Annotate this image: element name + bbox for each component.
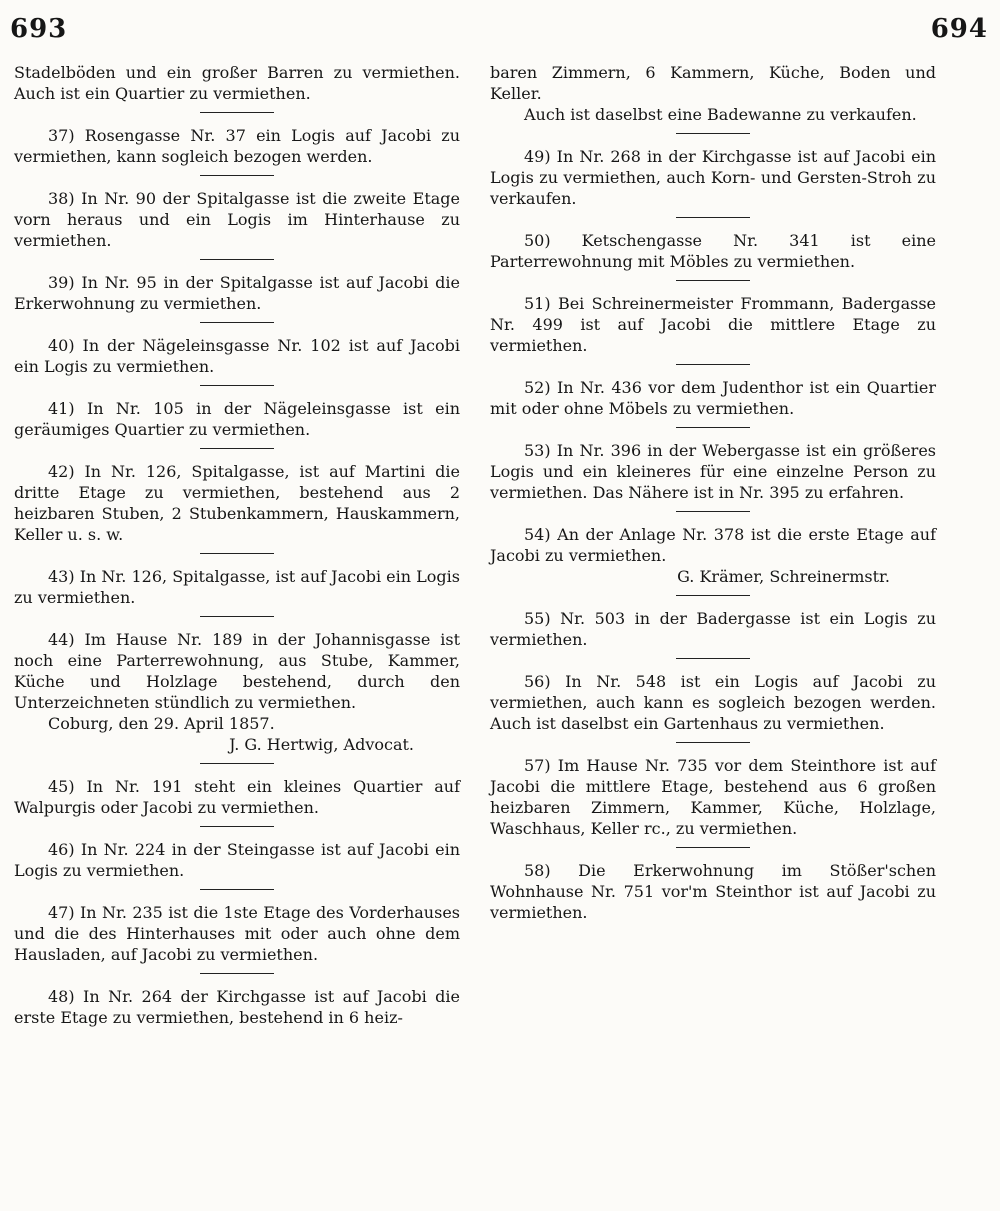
notice-paragraph: 39) In Nr. 95 in der Spitalgasse ist auf Jacobi die Erkerwohnung zu vermiethen.	[14, 273, 460, 313]
page-number-right: 694	[930, 14, 988, 44]
section-divider	[200, 448, 274, 449]
notice-paragraph: 41) In Nr. 105 in der Nägeleinsgasse ist ein geräumiges Quartier zu vermiethen.	[14, 399, 460, 439]
notice-paragraph: 46) In Nr. 224 in der Steingasse ist auf Jacobi ein Logis zu vermiethen.	[14, 840, 460, 880]
notice-paragraph: 38) In Nr. 90 der Spitalgasse ist die zweite Etage vorn heraus und ein Logis im Hinterhause zu vermiethen.	[14, 189, 460, 250]
notice-paragraph: 43) In Nr. 126, Spitalgasse, ist auf Jacobi ein Logis zu vermiethen.	[14, 567, 460, 607]
section-divider	[200, 385, 274, 386]
notice-paragraph: 49) In Nr. 268 in der Kirchgasse ist auf Jacobi ein Logis zu vermiethen, auch Korn- und Gersten-Stroh zu verkaufen.	[490, 147, 936, 208]
section-divider	[676, 511, 750, 512]
section-divider	[200, 553, 274, 554]
section-divider	[676, 133, 750, 134]
text-line: baren Zimmern, 6 Kammern, Küche, Boden und Keller.	[490, 63, 936, 103]
section-divider	[200, 763, 274, 764]
signature-line: G. Krämer, Schreinermstr.	[677, 567, 890, 586]
notice-paragraph: 57) Im Hause Nr. 735 vor dem Steinthore ist auf Jacobi die mittlere Etage, bestehend aus 6 großen heizbaren Zimmern, Kammer, Küche, Holzlage, Waschhaus, Keller rc., zu vermiethen.	[490, 756, 936, 838]
notice-paragraph: 42) In Nr. 126, Spitalgasse, ist auf Martini die dritte Etage zu vermiethen, bestehend aus 2 heizbaren Stuben, 2 Stubenkammern, Hauskammern, Keller u. s. w.	[14, 462, 460, 544]
notice-paragraph: 53) In Nr. 396 in der Webergasse ist ein größeres Logis und ein kleineres für eine einzelne Person zu vermiethen. Das Nähere ist in Nr. 395 zu erfahren.	[490, 441, 936, 502]
notice-paragraph: 47) In Nr. 235 ist die 1ste Etage des Vorderhauses und die des Hinterhauses mit oder auch ohne dem Hausladen, auf Jacobi zu vermiethen.	[14, 903, 460, 964]
section-divider	[676, 217, 750, 218]
section-divider	[676, 427, 750, 428]
notice-paragraph: 52) In Nr. 436 vor dem Judenthor ist ein Quartier mit oder ohne Möbels zu vermiethen.	[490, 378, 936, 418]
section-divider	[200, 322, 274, 323]
text-line: Auch ist daselbst eine Badewanne zu verkaufen.	[524, 105, 917, 124]
notice-paragraph: 55) Nr. 503 in der Badergasse ist ein Logis zu vermiethen.	[490, 609, 936, 649]
text-line: Coburg, den 29. April 1857.	[48, 714, 275, 733]
notice-paragraph: 50) Ketschengasse Nr. 341 ist eine Parterrewohnung mit Möbles zu vermiethen.	[490, 231, 936, 271]
right-column	[490, 62, 936, 923]
notice-paragraph: 44) Im Hause Nr. 189 in der Johannisgasse ist noch eine Parterrewohnung, aus Stube, Kammer, Küche und Holzlage bestehend, durch den Unterzeichneten stündlich zu vermiethen.	[14, 630, 460, 712]
notice-paragraph: 37) Rosengasse Nr. 37 ein Logis auf Jacobi zu vermiethen, kann sogleich bezogen werden.	[14, 126, 460, 166]
section-divider	[676, 847, 750, 848]
section-divider	[676, 595, 750, 596]
notice-paragraph: 45) In Nr. 191 steht ein kleines Quartier auf Walpurgis oder Jacobi zu vermiethen.	[14, 777, 460, 817]
signature-line: J. G. Hertwig, Advocat.	[229, 735, 414, 754]
notice-paragraph: 54) An der Anlage Nr. 378 ist die erste Etage auf Jacobi zu vermiethen.	[490, 525, 936, 565]
notice-paragraph: 51) Bei Schreinermeister Frommann, Badergasse Nr. 499 ist auf Jacobi die mittlere Etage zu vermiethen.	[490, 294, 936, 355]
section-divider	[200, 826, 274, 827]
section-divider	[676, 280, 750, 281]
left-column	[14, 62, 460, 1028]
notice-paragraph: 56) In Nr. 548 ist ein Logis auf Jacobi zu vermiethen, auch kann es sogleich bezogen werden. Auch ist daselbst ein Gartenhaus zu vermiethen.	[490, 672, 936, 733]
section-divider	[676, 658, 750, 659]
section-divider	[200, 259, 274, 260]
notice-paragraph: 58) Die Erkerwohnung im Stößer'schen Wohnhause Nr. 751 vor'm Steinthor ist auf Jacobi zu vermiethen.	[490, 861, 936, 922]
section-divider	[200, 973, 274, 974]
section-divider	[200, 889, 274, 890]
notice-paragraph: 48) In Nr. 264 der Kirchgasse ist auf Jacobi die erste Etage zu vermiethen, bestehend in 6 heiz-	[14, 987, 460, 1027]
section-divider	[200, 175, 274, 176]
section-divider	[676, 742, 750, 743]
section-divider	[200, 616, 274, 617]
page-number-left: 693	[10, 14, 68, 44]
section-divider	[676, 364, 750, 365]
text-line: Stadelböden und ein großer Barren zu vermiethen. Auch ist ein Quartier zu vermiethen.	[14, 63, 460, 103]
section-divider	[200, 112, 274, 113]
notice-paragraph: 40) In der Nägeleinsgasse Nr. 102 ist auf Jacobi ein Logis zu vermiethen.	[14, 336, 460, 376]
